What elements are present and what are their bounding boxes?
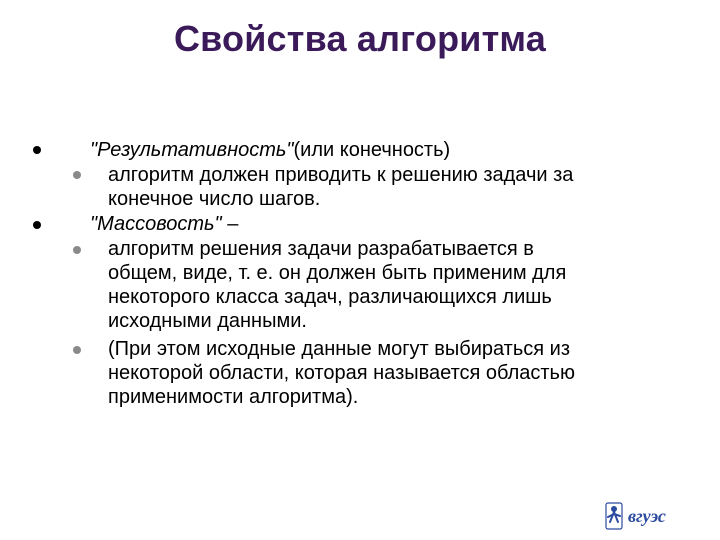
- bullet-item-2: [33, 221, 41, 229]
- item-2-sub-2-line-1: (При этом исходные данные могут выбираться из: [108, 338, 570, 360]
- logo-text: вгуэс: [628, 506, 666, 526]
- item-1-heading: [90, 138, 450, 162]
- vguès-logo: [604, 500, 704, 532]
- bullet-item-1-sub-1: [73, 171, 81, 179]
- bullet-item-2-sub-2: [73, 346, 81, 354]
- item-1-rest: (или конечность): [293, 139, 451, 161]
- item-2-sub-1-line-1: алгоритм решения задачи разрабатывается в: [108, 238, 534, 260]
- item-2-sub-1-line-3: некоторого класса задач, различающихся лишь: [108, 286, 552, 308]
- item-1-term: "Результативность": [90, 139, 294, 161]
- item-2-heading: [90, 212, 238, 236]
- slide-title: Свойства алгоритма: [173, 18, 547, 59]
- item-2-sub-1-line-4: исходными данными.: [108, 310, 307, 332]
- item-2-sub-1-line-2: общем, виде, т. е. он должен быть применим для: [108, 262, 567, 284]
- bullet-item-1: [33, 146, 41, 154]
- item-2-sub-2-line-3: применимости алгоритма).: [108, 386, 359, 408]
- item-1-sub-1-line-1: алгоритм должен приводить к решению задачи за: [108, 164, 574, 186]
- item-2-term: "Массовость": [90, 213, 222, 235]
- item-1-sub-1-line-2: конечное число шагов.: [108, 188, 321, 210]
- item-2-rest: –: [221, 213, 239, 235]
- bullet-item-2-sub-1: [73, 246, 81, 254]
- item-2-sub-2-line-2: некоторой области, которая называется областью: [108, 362, 575, 384]
- figure-emblem-icon: [606, 503, 622, 529]
